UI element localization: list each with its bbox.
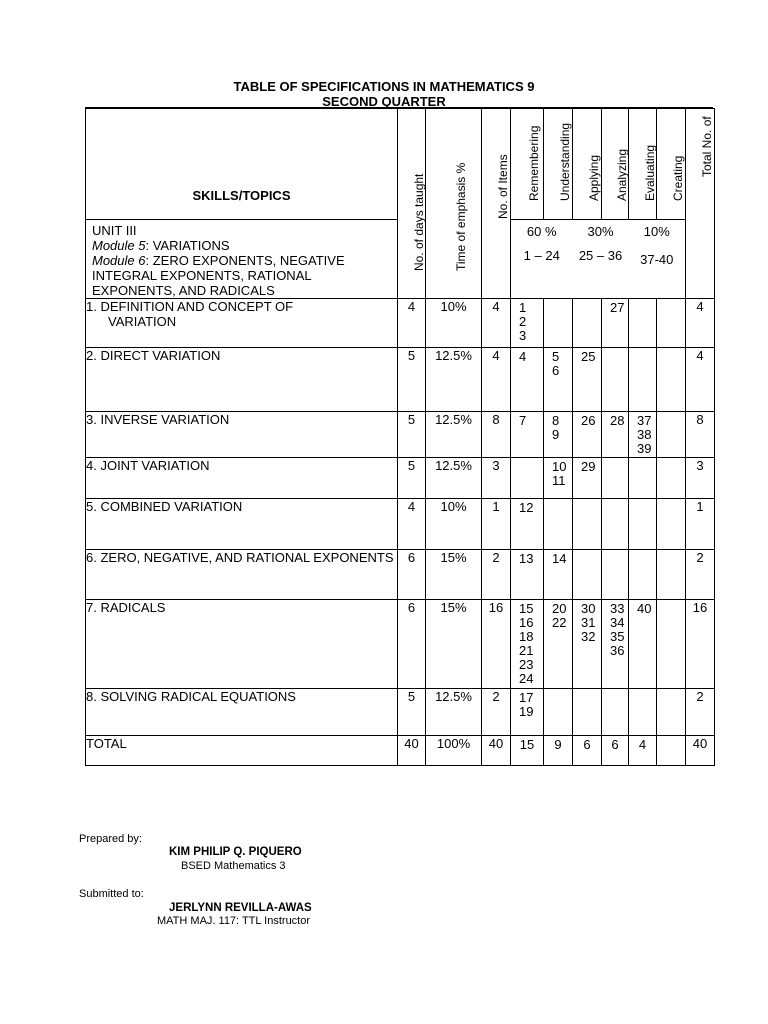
days-cell: 4 <box>398 499 426 550</box>
table-row <box>86 550 715 600</box>
analyzing-cell <box>602 550 629 600</box>
evaluating-cell <box>629 499 657 550</box>
topic-cell: 4. JOINT VARIATION <box>86 458 398 499</box>
remembering-cell: 1 2 3 <box>511 299 544 348</box>
topic-cell: TOTAL <box>86 736 398 766</box>
remembering-cell: 15 <box>511 736 544 766</box>
creating-cell <box>657 736 686 766</box>
items-cell: 8 <box>482 412 511 458</box>
analyzing-cell: 27 <box>602 299 629 348</box>
days-cell: 5 <box>398 348 426 412</box>
remembering-header: Remembering <box>511 109 544 220</box>
days-taught-header: No. of days taught <box>398 109 426 299</box>
total-cell: 3 <box>686 458 715 499</box>
remembering-cell: 12 <box>511 499 544 550</box>
preparer-name: KIM PHILIP Q. PIQUERO <box>169 846 302 858</box>
creating-header: Creating <box>657 109 686 220</box>
total-cell: 8 <box>686 412 715 458</box>
creating-cell <box>657 550 686 600</box>
skills-topics-header: SKILLS/TOPICS <box>86 109 398 220</box>
table-row <box>86 348 715 412</box>
items-cell: 4 <box>482 299 511 348</box>
items-cell: 2 <box>482 689 511 736</box>
total-cell: 2 <box>686 689 715 736</box>
time-cell: 12.5% <box>426 458 482 499</box>
understanding-cell <box>544 499 573 550</box>
prepared-by-label: Prepared by: <box>79 833 142 845</box>
understanding-cell: 14 <box>544 550 573 600</box>
remembering-cell: 4 <box>511 348 544 412</box>
time-cell: 12.5% <box>426 689 482 736</box>
total-cell: 40 <box>686 736 715 766</box>
total-header: Total No. of <box>686 109 715 299</box>
creating-cell <box>657 600 686 689</box>
total-cell: 16 <box>686 600 715 689</box>
unit-description: UNIT III Module 5: VARIATIONS Module 6: ZERO EXPONENTS, NEGATIVE INTEGRAL EXPONENTS, RATIONAL EXPONENTS, AND RADICALS <box>86 220 398 299</box>
creating-cell <box>657 689 686 736</box>
analyzing-header: Analyzing <box>602 109 629 220</box>
document-subtitle: SECOND QUARTER <box>322 94 446 109</box>
topic-cell: 6. ZERO, NEGATIVE, AND RATIONAL EXPONENTS <box>86 550 398 600</box>
header-row <box>86 109 715 220</box>
analyzing-cell <box>602 689 629 736</box>
evaluating-cell: 4 <box>629 736 657 766</box>
items-cell: 16 <box>482 600 511 689</box>
topic-cell: 3. INVERSE VARIATION <box>86 412 398 458</box>
understanding-cell <box>544 299 573 348</box>
applying-cell <box>573 499 602 550</box>
recipient-role: MATH MAJ. 117: TTL Instructor <box>157 915 311 927</box>
items-cell: 40 <box>482 736 511 766</box>
days-cell: 6 <box>398 550 426 600</box>
table-row <box>86 299 715 348</box>
understanding-cell: 20 22 <box>544 600 573 689</box>
analyzing-cell <box>602 499 629 550</box>
applying-cell: 26 <box>573 412 602 458</box>
time-cell: 12.5% <box>426 412 482 458</box>
time-cell: 15% <box>426 600 482 689</box>
applying-cell: 6 <box>573 736 602 766</box>
evaluating-cell: 37 38 39 <box>629 412 657 458</box>
table-row <box>86 412 715 458</box>
total-cell: 2 <box>686 550 715 600</box>
days-cell: 40 <box>398 736 426 766</box>
remembering-cell: 7 <box>511 412 544 458</box>
specifications-table <box>85 108 715 766</box>
applying-cell: 29 <box>573 458 602 499</box>
evaluating-header: Evaluating <box>629 109 657 220</box>
evaluating-cell <box>629 550 657 600</box>
understanding-cell: 5 6 <box>544 348 573 412</box>
submitted-to-label: Submitted to: <box>79 888 144 900</box>
analyzing-cell <box>602 348 629 412</box>
time-emphasis-header: Time of emphasis % <box>426 109 482 299</box>
evaluating-cell <box>629 689 657 736</box>
analyzing-cell: 33 34 35 36 <box>602 600 629 689</box>
analyzing-cell <box>602 458 629 499</box>
analyzing-cell: 6 <box>602 736 629 766</box>
total-cell: 4 <box>686 348 715 412</box>
understanding-cell: 10 11 <box>544 458 573 499</box>
topic-cell: 2. DIRECT VARIATION <box>86 348 398 412</box>
table-row <box>86 458 715 499</box>
applying-cell <box>573 299 602 348</box>
time-cell: 15% <box>426 550 482 600</box>
remembering-cell <box>511 458 544 499</box>
creating-cell <box>657 458 686 499</box>
topic-cell: 5. COMBINED VARIATION <box>86 499 398 550</box>
items-cell: 3 <box>482 458 511 499</box>
applying-cell: 25 <box>573 348 602 412</box>
creating-cell <box>657 299 686 348</box>
topic-cell: 1. DEFINITION AND CONCEPT OF VARIATION <box>86 299 398 348</box>
remembering-cell: 15 16 18 21 23 24 <box>511 600 544 689</box>
items-cell: 2 <box>482 550 511 600</box>
creating-cell <box>657 412 686 458</box>
applying-cell <box>573 689 602 736</box>
table-row <box>86 689 715 736</box>
remembering-cell: 17 19 <box>511 689 544 736</box>
understanding-cell: 9 <box>544 736 573 766</box>
items-cell: 4 <box>482 348 511 412</box>
days-cell: 6 <box>398 600 426 689</box>
items-cell: 1 <box>482 499 511 550</box>
topic-cell: 8. SOLVING RADICAL EQUATIONS <box>86 689 398 736</box>
understanding-header: Understanding <box>544 109 573 220</box>
table-row <box>86 499 715 550</box>
days-cell: 5 <box>398 458 426 499</box>
applying-cell: 30 31 32 <box>573 600 602 689</box>
understanding-cell: 8 9 <box>544 412 573 458</box>
days-cell: 5 <box>398 689 426 736</box>
difficult-level: 10% 37-40 <box>629 220 686 299</box>
average-level: 30% 25 – 36 <box>573 220 629 299</box>
evaluating-cell <box>629 299 657 348</box>
preparer-role: BSED Mathematics 3 <box>181 860 286 872</box>
table-row <box>86 600 715 689</box>
days-cell: 5 <box>398 412 426 458</box>
time-cell: 100% <box>426 736 482 766</box>
easy-level: 60 % 1 – 24 <box>511 220 573 299</box>
creating-cell <box>657 348 686 412</box>
time-cell: 12.5% <box>426 348 482 412</box>
days-cell: 4 <box>398 299 426 348</box>
evaluating-cell: 40 <box>629 600 657 689</box>
topic-cell: 7. RADICALS <box>86 600 398 689</box>
total-cell: 1 <box>686 499 715 550</box>
time-cell: 10% <box>426 499 482 550</box>
document-title: TABLE OF SPECIFICATIONS IN MATHEMATICS 9 <box>233 79 535 94</box>
recipient-name: JERLYNN REVILLA-AWAS <box>169 902 312 914</box>
applying-cell <box>573 550 602 600</box>
time-cell: 10% <box>426 299 482 348</box>
total-row <box>86 736 715 766</box>
analyzing-cell: 28 <box>602 412 629 458</box>
total-cell: 4 <box>686 299 715 348</box>
evaluating-cell <box>629 348 657 412</box>
applying-header: Applying <box>573 109 602 220</box>
understanding-cell <box>544 689 573 736</box>
no-items-header: No. of Items <box>482 109 511 299</box>
evaluating-cell <box>629 458 657 499</box>
remembering-cell: 13 <box>511 550 544 600</box>
creating-cell <box>657 499 686 550</box>
